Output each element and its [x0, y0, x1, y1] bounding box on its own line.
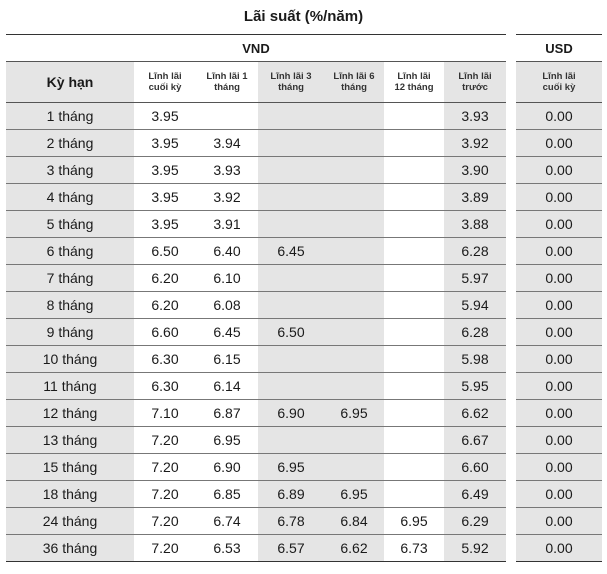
header-line: Lĩnh lãi 1 — [206, 71, 248, 82]
prepaid-rate: 5.98 — [444, 346, 506, 373]
table-row — [6, 238, 602, 265]
usd-rate: 0.00 — [516, 211, 602, 238]
header-end-of-term — [134, 62, 196, 103]
monthly-rate: 6.45 — [196, 319, 258, 346]
monthly-rate: 6.95 — [196, 427, 258, 454]
prepaid-rate: 6.28 — [444, 319, 506, 346]
currency-usd: USD — [516, 35, 602, 62]
annual-rate — [384, 211, 444, 238]
prepaid-rate: 6.67 — [444, 427, 506, 454]
semiannual-rate — [324, 265, 384, 292]
header-line: Lĩnh lãi — [148, 71, 182, 82]
end-of-term-rate: 3.95 — [134, 157, 196, 184]
usd-rate: 0.00 — [516, 238, 602, 265]
usd-rate: 0.00 — [516, 346, 602, 373]
annual-rate — [384, 373, 444, 400]
table-row — [6, 130, 602, 157]
semiannual-rate — [324, 184, 384, 211]
end-of-term-rate: 3.95 — [134, 184, 196, 211]
quarterly-rate: 6.95 — [258, 454, 324, 481]
column-gap — [506, 373, 516, 400]
column-gap — [506, 130, 516, 157]
column-gap — [506, 454, 516, 481]
annual-rate — [384, 319, 444, 346]
annual-rate — [384, 400, 444, 427]
table-row — [6, 481, 602, 508]
end-of-term-rate: 6.20 — [134, 265, 196, 292]
monthly-rate: 6.14 — [196, 373, 258, 400]
header-usd-end-of-term — [516, 62, 602, 103]
quarterly-rate — [258, 373, 324, 400]
semiannual-rate — [324, 130, 384, 157]
table-row — [6, 427, 602, 454]
table-row — [6, 319, 602, 346]
quarterly-rate: 6.50 — [258, 319, 324, 346]
header-annual — [384, 62, 444, 103]
term-cell: 9 tháng — [6, 319, 134, 346]
column-gap — [506, 62, 516, 103]
term-cell: 13 tháng — [6, 427, 134, 454]
end-of-term-rate: 7.10 — [134, 400, 196, 427]
end-of-term-rate: 6.30 — [134, 373, 196, 400]
annual-rate — [384, 265, 444, 292]
term-cell: 24 tháng — [6, 508, 134, 535]
column-gap — [506, 508, 516, 535]
semiannual-rate — [324, 157, 384, 184]
monthly-rate: 6.53 — [196, 535, 258, 562]
semiannual-rate: 6.84 — [324, 508, 384, 535]
column-gap — [506, 211, 516, 238]
usd-rate: 0.00 — [516, 535, 602, 562]
term-cell: 36 tháng — [6, 535, 134, 562]
monthly-rate: 6.74 — [196, 508, 258, 535]
usd-rate: 0.00 — [516, 319, 602, 346]
monthly-rate: 3.91 — [196, 211, 258, 238]
semiannual-rate: 6.62 — [324, 535, 384, 562]
currency-header-row — [6, 35, 602, 62]
prepaid-rate: 3.88 — [444, 211, 506, 238]
column-gap — [506, 535, 516, 562]
annual-rate — [384, 292, 444, 319]
table-title: Lãi suất (%/năm) — [243, 8, 364, 25]
monthly-rate: 6.15 — [196, 346, 258, 373]
table-row — [6, 400, 602, 427]
quarterly-rate — [258, 346, 324, 373]
column-header-row — [6, 62, 602, 103]
column-gap — [506, 238, 516, 265]
term-cell: 5 tháng — [6, 211, 134, 238]
usd-rate: 0.00 — [516, 508, 602, 535]
prepaid-rate: 3.89 — [444, 184, 506, 211]
usd-rate: 0.00 — [516, 184, 602, 211]
currency-vnd: VND — [6, 35, 506, 62]
quarterly-rate — [258, 265, 324, 292]
term-cell: 1 tháng — [6, 103, 134, 130]
end-of-term-rate: 7.20 — [134, 481, 196, 508]
monthly-rate: 3.92 — [196, 184, 258, 211]
rate-table-body — [6, 103, 602, 562]
column-gap — [506, 292, 516, 319]
end-of-term-rate: 6.30 — [134, 346, 196, 373]
header-line: tháng — [278, 82, 304, 93]
quarterly-rate: 6.78 — [258, 508, 324, 535]
header-prepaid — [444, 62, 506, 103]
term-cell: 12 tháng — [6, 400, 134, 427]
prepaid-rate: 5.92 — [444, 535, 506, 562]
usd-rate: 0.00 — [516, 481, 602, 508]
usd-rate: 0.00 — [516, 373, 602, 400]
quarterly-rate — [258, 184, 324, 211]
prepaid-rate: 6.60 — [444, 454, 506, 481]
end-of-term-rate: 7.20 — [134, 508, 196, 535]
term-cell: 2 tháng — [6, 130, 134, 157]
end-of-term-rate: 6.60 — [134, 319, 196, 346]
term-cell: 10 tháng — [6, 346, 134, 373]
table-row — [6, 103, 602, 130]
table-row — [6, 211, 602, 238]
quarterly-rate: 6.89 — [258, 481, 324, 508]
prepaid-rate: 5.95 — [444, 373, 506, 400]
header-line: Lĩnh lãi — [458, 71, 492, 82]
table-row — [6, 535, 602, 562]
header-quarterly — [258, 62, 324, 103]
term-cell: 6 tháng — [6, 238, 134, 265]
table-row — [6, 184, 602, 211]
usd-rate: 0.00 — [516, 265, 602, 292]
term-cell: 4 tháng — [6, 184, 134, 211]
end-of-term-rate: 7.20 — [134, 535, 196, 562]
semiannual-rate — [324, 346, 384, 373]
quarterly-rate: 6.45 — [258, 238, 324, 265]
annual-rate — [384, 427, 444, 454]
prepaid-rate: 6.49 — [444, 481, 506, 508]
annual-rate — [384, 238, 444, 265]
table-row — [6, 265, 602, 292]
end-of-term-rate: 7.20 — [134, 454, 196, 481]
semiannual-rate — [324, 454, 384, 481]
monthly-rate: 6.85 — [196, 481, 258, 508]
semiannual-rate — [324, 292, 384, 319]
column-gap — [506, 427, 516, 454]
term-cell: 11 tháng — [6, 373, 134, 400]
monthly-rate: 6.40 — [196, 238, 258, 265]
quarterly-rate — [258, 427, 324, 454]
prepaid-rate: 6.62 — [444, 400, 506, 427]
table-row — [6, 373, 602, 400]
quarterly-rate — [258, 211, 324, 238]
end-of-term-rate: 3.95 — [134, 103, 196, 130]
prepaid-rate: 5.94 — [444, 292, 506, 319]
usd-rate: 0.00 — [516, 400, 602, 427]
monthly-rate: 6.87 — [196, 400, 258, 427]
semiannual-rate — [324, 103, 384, 130]
semiannual-rate: 6.95 — [324, 481, 384, 508]
term-cell: 7 tháng — [6, 265, 134, 292]
header-line: trước — [462, 82, 488, 93]
header-line: tháng — [214, 82, 240, 93]
end-of-term-rate: 6.50 — [134, 238, 196, 265]
table-row — [6, 292, 602, 319]
usd-rate: 0.00 — [516, 130, 602, 157]
annual-rate: 6.73 — [384, 535, 444, 562]
header-line: Lĩnh lãi — [397, 71, 431, 82]
semiannual-rate: 6.95 — [324, 400, 384, 427]
quarterly-rate — [258, 157, 324, 184]
usd-rate: 0.00 — [516, 103, 602, 130]
column-gap — [506, 157, 516, 184]
header-semiannual — [324, 62, 384, 103]
end-of-term-rate: 3.95 — [134, 130, 196, 157]
quarterly-rate: 6.90 — [258, 400, 324, 427]
monthly-rate: 3.94 — [196, 130, 258, 157]
header-line: 12 tháng — [394, 82, 434, 93]
usd-rate: 0.00 — [516, 157, 602, 184]
prepaid-rate: 3.93 — [444, 103, 506, 130]
column-gap — [506, 346, 516, 373]
annual-rate — [384, 103, 444, 130]
header-line: Lĩnh lãi 6 — [333, 71, 375, 82]
quarterly-rate — [258, 103, 324, 130]
table-row — [6, 157, 602, 184]
semiannual-rate — [324, 373, 384, 400]
usd-rate: 0.00 — [516, 292, 602, 319]
annual-rate — [384, 130, 444, 157]
column-gap — [506, 481, 516, 508]
header-monthly — [196, 62, 258, 103]
monthly-rate: 6.10 — [196, 265, 258, 292]
prepaid-rate: 6.28 — [444, 238, 506, 265]
semiannual-rate — [324, 238, 384, 265]
prepaid-rate: 3.90 — [444, 157, 506, 184]
annual-rate: 6.95 — [384, 508, 444, 535]
quarterly-rate: 6.57 — [258, 535, 324, 562]
table-row — [6, 508, 602, 535]
prepaid-rate: 6.29 — [444, 508, 506, 535]
term-cell: 3 tháng — [6, 157, 134, 184]
header-line: cuối kỳ — [542, 82, 576, 93]
column-gap — [506, 265, 516, 292]
header-line: Lĩnh lãi 3 — [270, 71, 312, 82]
semiannual-rate — [324, 427, 384, 454]
end-of-term-rate: 7.20 — [134, 427, 196, 454]
header-line: Lĩnh lãi — [542, 71, 576, 82]
column-gap — [506, 184, 516, 211]
column-gap — [506, 103, 516, 130]
monthly-rate: 6.90 — [196, 454, 258, 481]
table-row — [6, 454, 602, 481]
column-gap — [506, 319, 516, 346]
monthly-rate: 6.08 — [196, 292, 258, 319]
end-of-term-rate: 3.95 — [134, 211, 196, 238]
annual-rate — [384, 454, 444, 481]
annual-rate — [384, 346, 444, 373]
term-cell: 18 tháng — [6, 481, 134, 508]
interest-rate-table — [6, 34, 602, 562]
monthly-rate — [196, 103, 258, 130]
quarterly-rate — [258, 130, 324, 157]
monthly-rate: 3.93 — [196, 157, 258, 184]
annual-rate — [384, 481, 444, 508]
term-cell: 15 tháng — [6, 454, 134, 481]
table-row — [6, 346, 602, 373]
usd-rate: 0.00 — [516, 454, 602, 481]
usd-rate: 0.00 — [516, 427, 602, 454]
prepaid-rate: 3.92 — [444, 130, 506, 157]
quarterly-rate — [258, 292, 324, 319]
column-gap — [506, 35, 516, 62]
semiannual-rate — [324, 211, 384, 238]
header-term: Kỳ hạn — [6, 62, 134, 103]
annual-rate — [384, 184, 444, 211]
header-line: cuối kỳ — [148, 82, 182, 93]
semiannual-rate — [324, 319, 384, 346]
header-line: tháng — [341, 82, 367, 93]
end-of-term-rate: 6.20 — [134, 292, 196, 319]
annual-rate — [384, 157, 444, 184]
prepaid-rate: 5.97 — [444, 265, 506, 292]
column-gap — [506, 400, 516, 427]
term-cell: 8 tháng — [6, 292, 134, 319]
